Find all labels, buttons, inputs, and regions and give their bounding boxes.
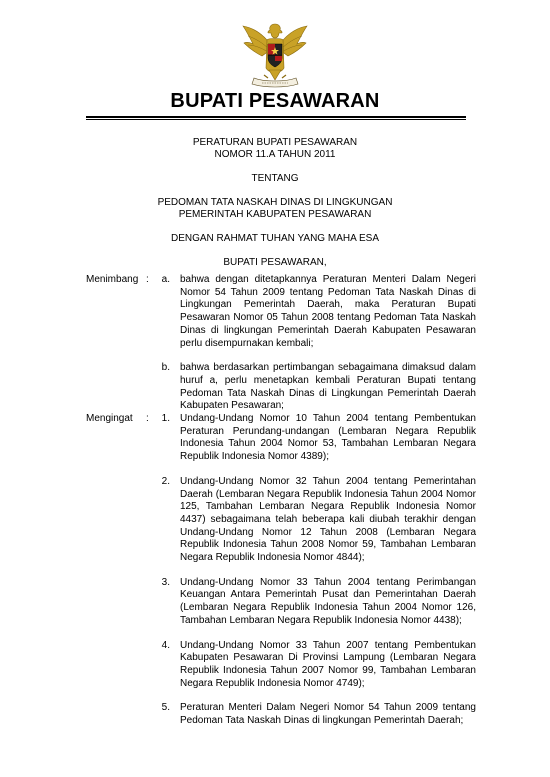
item-text: Peraturan Menteri Dalam Negeri Nomor 54 Tahun 2009 tentang Pedoman Tata Naskah Dinas di lingkungan Pemerintah Daerah; (180, 702, 476, 727)
menimbang-colon: : (146, 274, 149, 285)
menimbang-item (86, 362, 476, 413)
regent-signatory: BUPATI PESAWARAN, (223, 257, 327, 268)
mengingat-item (86, 640, 476, 691)
mengingat-colon: : (146, 413, 149, 424)
regent-title: BUPATI PESAWARAN (170, 90, 380, 112)
item-text: bahwa dengan ditetapkannya Peraturan Menteri Dalam Negeri Nomor 54 Tahun 2009 tentang Pedoman Tata Naskah Dinas di Lingkungan Pemerintah Daerah, maka Peraturan Bupati Pesawaran Nomor 05 Tahun 2008 tentang Pedoman Tata Naskah Dinas di lingkungan Pemerintah Daerah Kabupaten Pesawaran perlu disempurnakan kembali; (180, 274, 476, 349)
mengingat-item (86, 702, 476, 727)
tentang-heading: TENTANG (251, 173, 299, 184)
item-text: Undang-Undang Nomor 10 Tahun 2004 tentang Pembentukan Peraturan Perundang-undangan (Lembaran Negara Republik Indonesia Tahun 2004 Nomor 53, Tambahan Lembaran Negara Republik Indonesia Nomor 4389); (180, 413, 476, 463)
item-marker: 5. (161, 702, 170, 714)
mengingat-item (86, 413, 476, 464)
menimbang-label: Menimbang (86, 274, 139, 285)
item-marker: b. (161, 362, 170, 374)
item-text: Undang-Undang Nomor 33 Tahun 2004 tentang Perimbangan Keuangan Antara Pemerintah Pusat dan Pemerintahan Daerah (Lembaran Negara Republik Indonesia Tahun 2004 Nomor 126, Tambahan Lembaran Negara Republik Indonesia Nomor 4438); (180, 576, 476, 626)
invocation: DENGAN RAHMAT TUHAN YANG MAHA ESA (170, 233, 379, 244)
item-marker: 4. (161, 639, 170, 651)
regulation-number: NOMOR 11.A TAHUN 2011 (214, 149, 336, 160)
garuda-emblem-icon (240, 20, 310, 88)
menimbang-section (86, 274, 476, 413)
subject-line-1: PEDOMAN TATA NASKAH DINAS DI LINGKUNGAN (157, 197, 393, 208)
mengingat-label: Mengingat (86, 413, 133, 424)
item-marker: a. (161, 274, 170, 285)
title-rule-thin (86, 119, 466, 120)
title-rule-thick (86, 116, 466, 118)
item-marker: 3. (161, 576, 170, 588)
item-text: Undang-Undang Nomor 33 Tahun 2007 tentang Pembentukan Kabupaten Pesawaran Di Provinsi Lampung (Lembaran Negara Republik Indonesia Tahun 2007 Nomor 99, Tambahan Lembaran Negara Republik Indonesia Nomor 4749); (180, 639, 476, 689)
mengingat-item (86, 476, 476, 565)
mengingat-item (86, 577, 476, 628)
subject-line-2: PEMERINTAH KABUPATEN PESAWARAN (178, 209, 372, 220)
item-text: bahwa berdasarkan pertimbangan sebagaimana dimaksud dalam huruf a, perlu menetapkan kembali Peraturan Bupati tentang Pedoman Tata Naskah Dinas di Lingkungan Pemerintah Daerah Kabupaten Pesawaran; (180, 362, 476, 412)
item-marker: 2. (161, 475, 170, 487)
item-marker: 1. (161, 413, 170, 424)
mengingat-section (86, 413, 476, 728)
regulation-title: PERATURAN BUPATI PESAWARAN (192, 137, 358, 148)
menimbang-item (86, 274, 476, 350)
item-text: Undang-Undang Nomor 32 Tahun 2004 tentang Pemerintahan Daerah (Lembaran Negara Republik Indonesia Tahun 2004 Nomor 125, Tambahan Lembaran Negara Republik Indonesia Nomor 4437) sebagaimana telah beberapa kali diubah terakhir dengan Undang-Undang Nomor 12 Tahun 2008 (Lembaran Negara Republik Indonesia Tahun 2008 Nomor 59, Tambahan Lembaran Negara Republik Indonesia Nomor 4844); (180, 475, 476, 564)
